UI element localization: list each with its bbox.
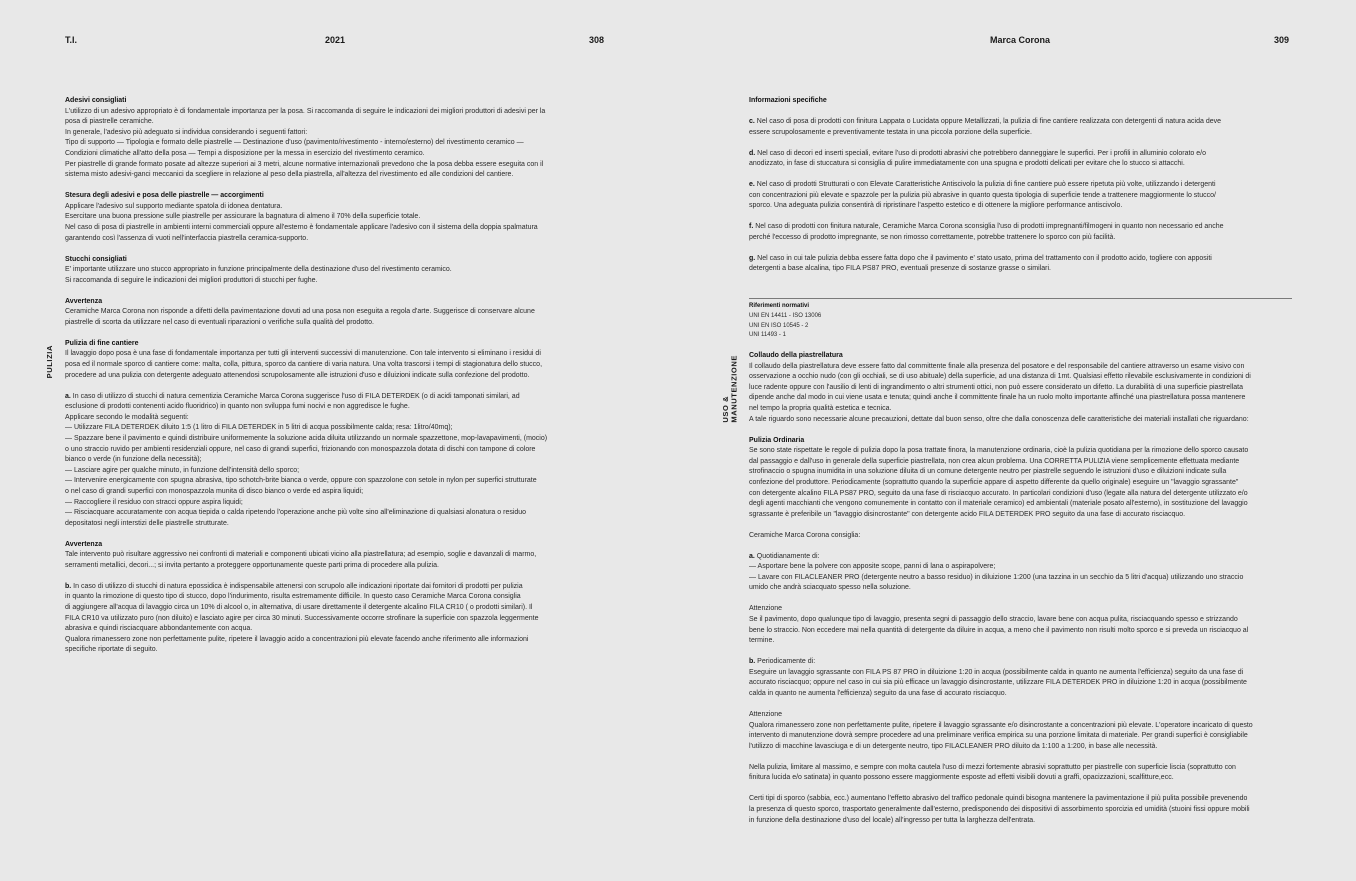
text-line: Esercitare una buona pressione sulle piastrelle per assicurare la bagnatura di almeno il 70% della superficie totale. (65, 213, 421, 221)
text-line: — Asportare bene la polvere con apposite scope, panni di lana o aspirapolvere; (749, 563, 996, 571)
text-line: garantendo così l'assenza di vuoti nell'interfaccia piastrella ceramica-supporto. (65, 234, 309, 242)
section-heading: Adesivi consigliati (65, 97, 127, 104)
list-marker: c. (749, 117, 755, 125)
section-heading: Informazioni specifiche (749, 97, 827, 104)
text-line: sporco. Una adeguata pulizia consentirà di ripristinare l'aspetto estetico e di ottenere la migliore performance antiscivolo. (749, 202, 1123, 210)
reference-item: UNI EN ISO 10545 - 2 (749, 322, 809, 329)
text-line: detergenti a base alcalina, tipo FILA PS87 PRO, eventuali presenze di sostanze grasse o similari. (749, 265, 1051, 273)
header-doc-code: T.I. (65, 35, 78, 45)
section-heading: Stesura degli adesivi e posa delle piastrelle — accorgimenti (65, 192, 264, 200)
list-marker: e. (749, 181, 755, 189)
text-line: abrasiva e quindi risciacquare abbondantemente con acqua. (65, 625, 253, 633)
text-line: accurato risciacquo; oppure nel caso in cui sia più efficace un lavaggio disincrostante, utilizzare FILA DETERDEK PRO in diluizione 1:20 in acqua (possibilmente (749, 679, 1247, 687)
text-line: Eseguire un lavaggio sgrassante con FILA PS 87 PRO in diluizione 1:20 in acqua (possibilmente calda in quanto ne aumenta l'efficienza) seguito da una fase di (749, 668, 1244, 676)
text-section (65, 255, 610, 287)
text-line: Applicare l'adesivo sul supporto mediante spatola di idonea dentatura. (65, 202, 283, 210)
text-line: Il lavaggio dopo posa è una fase di fondamentale importanza per tutti gli interventi successivi di manutenzione. Con tale intervento si eliminano i residui di (65, 350, 541, 358)
text-line: posa di piastrelle ceramiche. (65, 118, 154, 126)
header-year: 2021 (325, 35, 346, 45)
text-section (65, 96, 610, 181)
right-page (678, 0, 1356, 881)
text-line-content: Periodicamente di: (755, 658, 816, 666)
text-line: essere scrupolosamente e preventivamente testata in una piccola porzione della superficie. (749, 128, 1032, 136)
text-section (749, 657, 1294, 699)
text-line: Tale intervento può risultare aggressivo nei confronti di materiali e componenti ubicati vicino alla piastrellatura; ad esempio, soglie e davanzali di marmo, (65, 551, 537, 559)
side-label-uso-manutenzione (722, 355, 739, 423)
text-line: — Lasciare agire per qualche minuto, in funzione dell'intensità dello sporco; (65, 466, 300, 474)
text-line: sistema misto adesivi-ganci meccanici da scegliere in relazione al peso della piastrella, all'altezza del rivestimento ed alle condizioni del cantiere. (65, 171, 514, 179)
text-line: depositatosi negli interstizi delle piastrelle strutturate. (65, 519, 229, 527)
text-line: di aggiungere all'acqua di lavaggio circa un 10% di alcool o, in alternativa, di usare direttamente il detergente alcalino FILA CR10 ( o prodotti similari). Il (65, 604, 533, 612)
text-section (65, 297, 610, 329)
text-line (749, 657, 1294, 668)
text-line: o uno straccio ruvido per ambienti residenziali oppure, nel caso di grandi superfici, frizionando con monospazzola dotata di dischi con tampone di colore (65, 445, 536, 453)
text-line: bene lo straccio. Non eccedere mai nella quantità di detergente da diluire in acqua, a meno che il pavimento non risulti molto sporco e si preveda un risciacquo al (749, 626, 1249, 634)
text-line-content: Nel caso di posa di prodotti con finitura Lappata o Lucidata oppure Metallizzati, la pulizia di fine cantiere realizzata con detergenti di natura acida deve (754, 117, 1222, 125)
list-marker: f. (749, 223, 754, 231)
text-line: luce radente oppure con l'ausilio di lenti di ingrandimento o altri strumenti ottici, non può essere considerato un difetto. La durabilità di una superficie piastrellata (749, 383, 1243, 391)
list-marker: d. (749, 149, 756, 157)
text-line-content: Nel caso in cui tale pulizia debba essere fatta dopo che il pavimento e' stato usato, prima del trattamento con il prodotto acido, togliere con appositi (755, 254, 1212, 262)
text-section (749, 180, 1294, 212)
text-line: in funzione della destinazione d'uso del locale) all'ingresso per tutta la larghezza dell'entrata. (749, 816, 1036, 824)
text-line: dipende anche dal modo in cui viene usata e tenuta; quindi anche il committente finale ha un ruolo molto importante affinché una piastrellatura possa mantenere (749, 394, 1246, 402)
text-line: FILA CR10 va utilizzato puro (non diluito) e lasciato agire per circa 30 minuti. Successivamente occorre strofinare la superficie con spazzola leggermente (65, 614, 539, 622)
text-line-content: Nel caso di decori ed inserti speciali, evitare l'uso di prodotti abrasivi che potrebbero danneggiare le superfici. Per i profili in alluminio colorato e/o (755, 149, 1206, 157)
section-heading: Collaudo della piastrellatura (749, 352, 843, 359)
text-line: perché l'eccesso di prodotto impregnante, se non rimosso correttamente, potrebbe trattenere lo sporco con più facilità. (749, 233, 1116, 241)
text-line (749, 149, 1294, 160)
right-bottom-text-column (749, 351, 1294, 836)
text-line: piastrelle di scorta da utilizzare nel caso di eventuali riparazioni o verifiche sulla qualità del prodotto. (65, 318, 374, 326)
list-marker: b. (65, 582, 72, 590)
text-line: Per piastrelle di grande formato posate ad altezze superiori ai 3 metri, alcune normative internazionali prevedono che la posa debba essere eseguita con il (65, 160, 544, 168)
header-page-number-left: 308 (589, 35, 605, 45)
text-line: Applicare secondo le modalità seguenti: (65, 413, 189, 421)
text-line: — Lavare con FILACLEANER PRO (detergente neutro a basso residuo) in diluizione 1:200 (una tazzina in un secchio da 5 litri d'acqua) utilizzando uno straccio (749, 573, 1244, 581)
text-line: Attenzione (749, 710, 783, 718)
section-heading: Stucchi consigliati (65, 255, 127, 263)
header-brand: Marca Corona (990, 35, 1051, 45)
list-marker: a. (65, 392, 71, 400)
text-line: — Spazzare bene il pavimento e quindi distribuire uniformemente la soluzione acida diluita utilizzando un normale spazzettone, mop-lavapavimenti, (mocio) (65, 434, 548, 442)
text-section (65, 582, 610, 656)
text-line: Nel caso di posa di piastrelle in ambienti interni commerciali oppure all'esterno è fondamentale applicare l'adesivo con il sistema della doppia spalmatura (65, 223, 538, 231)
section-divider (749, 298, 1292, 299)
text-line: Attenzione (749, 605, 783, 613)
text-line: confezione del produttore. Periodicamente (soprattutto quando la superficie appare di aspetto differente da quello originale) eseguire un "lavaggio sgrassante" (749, 478, 1239, 486)
text-line: strofinaccio o spugna inumidita in una soluzione diluita di un comune detergente neutro per piastrelle seguendo le istruzioni d'uso e diluizioni indicate sulla (749, 468, 1227, 476)
text-line: L'utilizzo di un adesivo appropriato è di fondamentale importanza per la posa. Si raccomanda di seguire le indicazioni dei migliori produttori di adesivi per la (65, 107, 546, 115)
section-heading: Pulizia Ordinaria (749, 436, 805, 444)
text-line: con detergente alcalino FILA PS87 PRO, seguito da una fase di risciacquo accurato. In particolari condizioni d'uso (legate alla natura del detergente utilizzato e/o (749, 489, 1248, 497)
references-block (749, 302, 821, 341)
text-section (749, 763, 1294, 784)
text-line: degli agenti macchianti che vengono comunemente in contatto con il materiale ceramico) ed ambientali (materiale posato all'esterno), in sostituzione del lavaggio (749, 500, 1248, 508)
section-heading: Pulizia di fine cantiere (65, 339, 139, 347)
text-section (749, 604, 1294, 646)
list-marker: g. (749, 254, 756, 262)
text-line: sgrassante è preferibile un "lavaggio disincrostante" con detergente acido FILA DETERDEK PRO seguito da una fase di accurato risciacquo. (749, 510, 1186, 518)
text-line: — Raccogliere il residuo con stracci oppure aspira liquidi; (65, 498, 243, 506)
text-line: con concentrazioni più elevate e spazzole per la pulizia più abrasive in quanto questa tipologia di superficie tende a trattenere maggiormente lo stucco/ (749, 191, 1216, 199)
text-line: o nel caso di grandi superfici con monospazzola munita di disco bianco o verde ed aspira liquidi; (65, 487, 364, 495)
text-line: Il collaudo della piastrellatura deve essere fatto dal committente finale alla presenza del posatore e del responsabile del cantiere attraverso un esame visivo con (749, 362, 1245, 370)
text-section (749, 149, 1294, 170)
text-line: Ceramiche Marca Corona consiglia: (749, 531, 861, 539)
text-line-content: Nel caso di prodotti con finitura naturale, Ceramiche Marca Corona sconsiglia l'uso di prodotti impregnanti/filmogeni in quanto non necessario ed anche (753, 223, 1224, 231)
text-section (749, 117, 1294, 138)
text-line: la presenza di questo sporco, trasportato generalmente dall'esterno, predisponendo dei dispositivi di assorbimento sporcizia ed umidità (stuoini fissi oppure mobili (749, 805, 1250, 813)
text-line: dal passaggio e dall'uso in generale della superficie piastrellata, non crea alcun problema. Una CORRETTA PULIZIA viene semplicemente effettuata mediante (749, 457, 1240, 465)
section-heading: Avvertenza (65, 297, 103, 305)
text-section (749, 96, 1294, 107)
text-line: termine. (749, 637, 775, 645)
text-line (749, 222, 1294, 233)
text-line-content: In caso di utilizzo di stucchi di natura epossidica è indispensabile attenersi con scrupolo alle indicazioni riportate dai fornitori di prodotti per pulizia (71, 582, 523, 590)
header-page-number-right: 309 (1274, 35, 1290, 45)
text-line-content: Nel caso di prodotti Strutturati o con Elevate Caratteristiche Antiscivolo la pulizia di fine cantiere può essere ripetuta più volte, utilizzando i detergenti (754, 181, 1216, 189)
text-line: — Risciacquare accuratamente con acqua tiepida o calda ripetendo l'operazione anche più volte sino all'eliminazione di qualsiasi alonatura o residuo (65, 509, 527, 517)
text-section (749, 254, 1294, 275)
right-top-text-column (749, 96, 1294, 285)
text-line: nel tempo la propria qualità estetica e tecnica. (749, 404, 892, 412)
text-line-content: In caso di utilizzo di stucchi di natura cementizia Ceramiche Marca Corona suggerisce l'uso di FILA DETERDEK (o di acidi tamponati similari, ad (70, 392, 520, 400)
text-section (749, 794, 1294, 826)
text-line: — Intervenire energicamente con spugna abrasiva, tipo schotch-brite bianca o verde, oppure con spazzolone con setole in nylon per superfici strutturate (65, 477, 537, 485)
text-line: A tale riguardo sono necessarie alcune precauzioni, dettate dal buon senso, oltre che dalla conoscenza delle caratteristiche dei materiali installati che riguardano: (749, 415, 1249, 423)
text-line: in quanto la rimozione di questo tipo di stucco, dopo l'indurimento, risulta estremamente difficile. In questo caso Ceramiche Marca Corona consiglia (65, 593, 521, 601)
text-section (65, 191, 610, 244)
text-section (749, 531, 1294, 542)
text-section (749, 436, 1294, 521)
text-section (65, 540, 610, 572)
text-line: Qualora rimanessero zone non perfettamente pulite, ripetere il lavaggio acido a concentrazioni più elevate facendo anche riferimento alle informazioni (65, 635, 529, 643)
left-text-column (65, 96, 610, 666)
text-line: l'utilizzo di macchine lavasciuga e di un detergente neutro, tipo FILACLEANER PRO diluito da 1:100 a 1:200, in base alle necessità. (749, 742, 1158, 750)
text-section (749, 710, 1294, 752)
side-label-line-1: USO & (721, 395, 730, 423)
text-line: Certi tipi di sporco (sabbia, ecc.) aumentano l'effetto abrasivo del traffico pedonale quindi bisogna mantenere la pavimentazione il più pulita possibile prevenendo (749, 795, 1248, 803)
text-section (65, 339, 610, 381)
text-line: — Utilizzare FILA DETERDEK diluito 1:5 (1 litro di FILA DETERDEK in 5 litri di acqua possibilmente calda; resa: 1litro/40mq); (65, 424, 453, 432)
text-line: bianco o verde (in funzione della necessità); (65, 456, 202, 464)
text-line: Qualora rimanessero zone non perfettamente pulite, ripetere il lavaggio sgrassante e/o disincrostante a concentrazioni più elevate. L'operatore incaricato di questo (749, 721, 1253, 729)
text-line: Ceramiche Marca Corona non risponde a difetti della pavimentazione dovuti ad una posa non eseguita a regola d'arte. Suggerisce di conservare alcune (65, 308, 535, 316)
list-marker: a. (749, 552, 755, 560)
text-line: posa ed il normale sporco di cantiere come: malta, colla, pittura, sporco da cantiere di varia natura. Una volta trascorsi i tempi di stagionatura dello stucco, (65, 361, 543, 369)
text-line (749, 254, 1294, 265)
text-line: esclusione di prodotti contenenti acido fluoridrico) in quanto non sviluppa fumi nocivi e non aggredisce le fughe. (65, 403, 410, 411)
text-line: procedere ad una pulizia con detergente adeguato attenendosi scrupolosamente alle istruzioni d'uso e diluizioni indicate sulla confezione del prodotto. (65, 371, 530, 379)
text-section (749, 351, 1294, 425)
text-line: anodizzato, in fase di stuccatura si consiglia di pulire immediatamente con una spugna e prodotti delicati per evitare che lo stucco si attacchi. (749, 160, 1185, 168)
reference-item: UNI EN 14411 - ISO 13006 (749, 312, 822, 319)
text-section (65, 392, 610, 530)
text-line: intervento di manutenzione dovrà sempre procedere ad una preliminare verifica empirica su una porzione limitata di materiale. Per grandi superfici è consigliabile (749, 732, 1248, 740)
text-line (749, 180, 1294, 191)
text-line-content: Quotidianamente di: (754, 552, 820, 560)
text-line: umido che andrà sciacquato spesso nella soluzione. (749, 584, 911, 592)
text-line: specifiche riportate di seguito. (65, 646, 158, 654)
text-line: finitura lucida e/o satinata) in quanto possono essere maggiormente esposte ad effetti visibili dovuti a graffi, opacizzazioni, scalfitture,ecc. (749, 774, 1174, 782)
text-line: Nella pulizia, limitare al massimo, e sempre con molta cautela l'uso di mezzi fortemente abrasivi soprattutto per piastrelle con superficie liscia (soprattutto con (749, 763, 1236, 771)
text-line: In generale, l'adesivo più adeguato si individua considerando i seguenti fattori: (65, 128, 308, 136)
text-line: Se sono state rispettate le regole di pulizia dopo la posa trattate finora, la manutenzione ordinaria, cioè la pulizia quotidiana per la rimozione dello sporco causato (749, 447, 1249, 455)
text-line: Si raccomanda di seguire le indicazioni dei migliori produttori di stucchi per fughe. (65, 276, 318, 284)
references-title: Riferimenti normativi (749, 303, 810, 309)
side-label-line-2: MANUTENZIONE (729, 355, 739, 423)
text-line: E' importante utilizzare uno stucco appropriato in funzione principalmente della destinazione d'uso del rivestimento ceramico. (65, 266, 452, 274)
text-line (65, 392, 610, 403)
text-line (749, 117, 1294, 128)
text-line (749, 552, 1294, 563)
text-line: Tipo di supporto — Tipologia e formato delle piastrelle — Destinazione d'uso (pavimento/rivestimento - interno/esterno) del rivestimento ceramico — (65, 139, 524, 147)
text-line: Condizioni climatiche all'atto della posa — Tempi a disposizione per la messa in esercizio del rivestimento ceramico. (65, 149, 425, 157)
text-line: osservazione a occhio nudo (con gli occhiali, se di uso abituale) della superficie, ad una distanza di 1mt. Qualsiasi effetto rilevabile esclusivamente in condizioni di (749, 373, 1251, 381)
text-line: Se il pavimento, dopo qualunque tipo di lavaggio, presenta segni di passaggio dello straccio, lavare bene con acqua pulita, risciacquando spesso e strizzando (749, 616, 1238, 624)
reference-item: UNI 11493 - 1 (749, 332, 786, 339)
text-line (65, 582, 610, 593)
text-section (749, 552, 1294, 594)
side-label-pulizia: PULIZIA (45, 345, 54, 379)
text-section (749, 222, 1294, 243)
list-marker: b. (749, 658, 756, 666)
text-line: calda in quanto ne aumenta l'efficienza) seguito da una fase di accurato risciacquo. (749, 689, 1007, 697)
text-line: serramenti metallici, decori...; si invita pertanto a proteggere opportunamente queste parti prima di procedere alla pulizia. (65, 561, 439, 569)
section-heading: Avvertenza (65, 540, 103, 548)
